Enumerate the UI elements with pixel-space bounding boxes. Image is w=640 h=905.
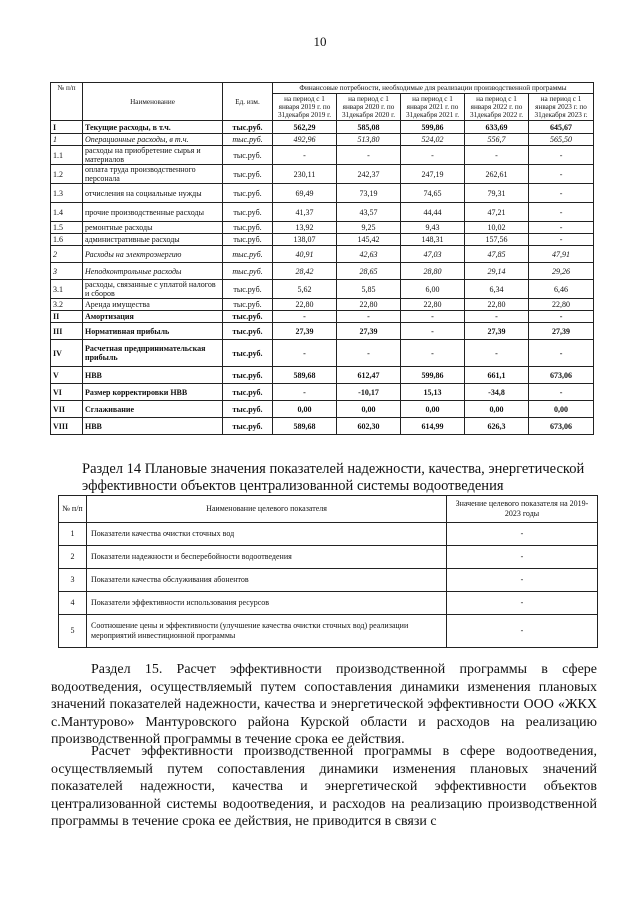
row-value: 262,61 [465, 165, 529, 184]
row-value: 230,11 [273, 165, 337, 184]
row-value: 6,46 [529, 280, 594, 299]
target-value: - [447, 569, 598, 592]
row-value: 0,00 [529, 401, 594, 418]
row-unit: тыс.руб. [223, 280, 273, 299]
row-value: 10,02 [465, 222, 529, 234]
table-row [59, 615, 598, 648]
header-unit: Ед. изм. [223, 83, 273, 121]
row-value: - [401, 146, 465, 165]
row-number: 2 [59, 546, 87, 569]
row-value: - [401, 323, 465, 340]
header-period: на период с 1 января 2020 г. по 31декабря 2020 г. [337, 94, 401, 121]
row-value: 5,62 [273, 280, 337, 299]
table-row [51, 340, 594, 367]
row-unit: тыс.руб. [223, 234, 273, 246]
row-unit: тыс.руб. [223, 401, 273, 418]
row-value: 42,63 [337, 246, 401, 263]
row-value: 22,80 [273, 299, 337, 311]
row-value: -34,8 [465, 384, 529, 401]
target-value: - [447, 592, 598, 615]
row-value: 626,3 [465, 418, 529, 435]
table-row [51, 323, 594, 340]
row-unit: тыс.руб. [223, 418, 273, 435]
row-value: - [529, 222, 594, 234]
row-value: 73,19 [337, 184, 401, 203]
row-value: 74,65 [401, 184, 465, 203]
row-value: 0,00 [465, 401, 529, 418]
row-number: 1.2 [51, 165, 83, 184]
row-value: 5,85 [337, 280, 401, 299]
row-value: 612,47 [337, 367, 401, 384]
row-number: VIII [51, 418, 83, 435]
table-row [51, 184, 594, 203]
row-value: 9,25 [337, 222, 401, 234]
row-name: ремонтные расходы [83, 222, 223, 234]
row-number: 3 [59, 569, 87, 592]
row-name: административные расходы [83, 234, 223, 246]
row-value: 148,31 [401, 234, 465, 246]
row-number: 1.6 [51, 234, 83, 246]
row-value: - [529, 184, 594, 203]
row-unit: тыс.руб. [223, 134, 273, 146]
row-value: 27,39 [337, 323, 401, 340]
row-number: 3.2 [51, 299, 83, 311]
header-num: № п/п [51, 83, 83, 121]
row-value: - [273, 384, 337, 401]
header-name: Наименование [83, 83, 223, 121]
row-value: - [465, 311, 529, 323]
header-num: № п/п [59, 496, 87, 523]
row-number: 4 [59, 592, 87, 615]
target-value: - [447, 523, 598, 546]
row-value: - [337, 311, 401, 323]
row-value: 0,00 [273, 401, 337, 418]
row-unit: тыс.руб. [223, 184, 273, 203]
row-unit: тыс.руб. [223, 146, 273, 165]
row-value: 41,37 [273, 203, 337, 222]
row-value: 589,68 [273, 418, 337, 435]
table-row [51, 418, 594, 435]
header-period: на период с 1 января 2019 г. по 31декабря 2019 г. [273, 94, 337, 121]
row-value: - [529, 234, 594, 246]
indicator-name: Показатели качества очистки сточных вод [87, 523, 447, 546]
row-value: 157,56 [465, 234, 529, 246]
row-number: 1.3 [51, 184, 83, 203]
table-row [59, 523, 598, 546]
table-row [51, 165, 594, 184]
row-value: 43,57 [337, 203, 401, 222]
table-row [51, 299, 594, 311]
table-row [51, 134, 594, 146]
row-name: Нормативная прибыль [83, 323, 223, 340]
row-value: 44,44 [401, 203, 465, 222]
row-value: 614,99 [401, 418, 465, 435]
row-value: 562,29 [273, 121, 337, 134]
row-value: 27,39 [273, 323, 337, 340]
table-row [59, 546, 598, 569]
row-name: Текущие расходы, в т.ч. [83, 121, 223, 134]
table-row [51, 280, 594, 299]
target-table-body [59, 523, 598, 648]
row-value: 673,06 [529, 367, 594, 384]
row-unit: тыс.руб. [223, 367, 273, 384]
row-unit: тыс.руб. [223, 203, 273, 222]
row-unit: тыс.руб. [223, 311, 273, 323]
row-value: 9,43 [401, 222, 465, 234]
row-value: 247,19 [401, 165, 465, 184]
row-value: 15,13 [401, 384, 465, 401]
row-name: Расчетная предпринимательская прибыль [83, 340, 223, 367]
row-value: - [529, 340, 594, 367]
header-indicator-name: Наименование целевого показателя [87, 496, 447, 523]
row-name: расходы на приобретение сырья и материалов [83, 146, 223, 165]
row-number: 1 [51, 134, 83, 146]
row-value: 673,06 [529, 418, 594, 435]
row-value: -10,17 [337, 384, 401, 401]
table-row [51, 384, 594, 401]
financial-table-body [51, 121, 594, 435]
row-value: 556,7 [465, 134, 529, 146]
row-value: - [529, 146, 594, 165]
table-row [51, 203, 594, 222]
row-value: 13,92 [273, 222, 337, 234]
row-number: IV [51, 340, 83, 367]
section-14-title: Раздел 14 Плановые значения показателей надежности, качества, энергетической эффективности объектов централизованной системы водоотведения [82, 461, 585, 494]
row-name: расходы, связанные с уплатой налогов и сборов [83, 280, 223, 299]
row-value: 47,85 [465, 246, 529, 263]
row-value: 645,67 [529, 121, 594, 134]
row-value: 27,39 [529, 323, 594, 340]
row-name: Амортизация [83, 311, 223, 323]
table-row [59, 592, 598, 615]
row-value: - [529, 384, 594, 401]
row-unit: тыс.руб. [223, 263, 273, 280]
table-row [59, 569, 598, 592]
row-number: VI [51, 384, 83, 401]
header-period: на период с 1 января 2021 г. по 31декабря 2021 г. [401, 94, 465, 121]
header-period: на период с 1 января 2022 г. по 31декабря 2022 г. [465, 94, 529, 121]
row-unit: тыс.руб. [223, 246, 273, 263]
row-value: 47,03 [401, 246, 465, 263]
row-name: НВВ [83, 418, 223, 435]
row-value: - [529, 311, 594, 323]
row-value: 138,07 [273, 234, 337, 246]
section-15-paragraph: Раздел 15. Расчет эффективности производственной программы в сфере водоотведения, осуществляемый путем сопоставления динамики изменения плановых значений показателей надежности, качества и энергетической эффективности ООО «ЖКХ с.Мантурово» Мантуровского района Курской области и расходов на реализацию производственной программы в течение срока ее действия. [51, 662, 597, 747]
row-name: Расходы на электроэнергию [83, 246, 223, 263]
header-period: на период с 1 января 2023 г. по 31декабря 2023 г. [529, 94, 594, 121]
row-value: 599,86 [401, 121, 465, 134]
row-name: Размер корректировки НВВ [83, 384, 223, 401]
row-value: 6,00 [401, 280, 465, 299]
row-name: Сглаживание [83, 401, 223, 418]
row-value: 22,80 [401, 299, 465, 311]
table-row [51, 222, 594, 234]
row-value: 524,02 [401, 134, 465, 146]
row-unit: тыс.руб. [223, 121, 273, 134]
row-name: оплата труда производственного персонала [83, 165, 223, 184]
row-number: 3 [51, 263, 83, 280]
row-value: - [401, 340, 465, 367]
row-value: 40,91 [273, 246, 337, 263]
row-value: 589,68 [273, 367, 337, 384]
row-number: VII [51, 401, 83, 418]
row-value: - [465, 340, 529, 367]
page-number: 10 [313, 34, 327, 49]
row-number: 3.1 [51, 280, 83, 299]
row-number: III [51, 323, 83, 340]
row-value: 492,96 [273, 134, 337, 146]
row-value: 633,69 [465, 121, 529, 134]
row-number: V [51, 367, 83, 384]
row-value: 565,50 [529, 134, 594, 146]
target-indicators-table [58, 495, 598, 648]
row-name: прочие производственные расходы [83, 203, 223, 222]
row-value: - [337, 146, 401, 165]
row-name: Аренда имущества [83, 299, 223, 311]
row-value: 0,00 [337, 401, 401, 418]
row-value: 27,39 [465, 323, 529, 340]
row-unit: тыс.руб. [223, 222, 273, 234]
row-name: отчисления на социальные нужды [83, 184, 223, 203]
row-value: 585,08 [337, 121, 401, 134]
row-name: НВВ [83, 367, 223, 384]
row-value: 29,14 [465, 263, 529, 280]
row-value: - [465, 146, 529, 165]
indicator-name: Показатели надежности и бесперебойности водоотведения [87, 546, 447, 569]
row-number: II [51, 311, 83, 323]
row-name: Неподконтрольные расходы [83, 263, 223, 280]
row-value: 47,21 [465, 203, 529, 222]
row-number: 5 [59, 615, 87, 648]
row-value: 22,80 [465, 299, 529, 311]
table-row [51, 401, 594, 418]
row-value: 28,80 [401, 263, 465, 280]
row-number: 1.1 [51, 146, 83, 165]
table-row [51, 121, 594, 134]
row-value: - [273, 311, 337, 323]
table-row [51, 263, 594, 280]
row-unit: тыс.руб. [223, 340, 273, 367]
table-row [51, 234, 594, 246]
row-value: 0,00 [401, 401, 465, 418]
row-value: - [273, 340, 337, 367]
row-number: I [51, 121, 83, 134]
header-group: Финансовые потребности, необходимые для реализации производственной программы [273, 83, 594, 94]
row-value: 28,65 [337, 263, 401, 280]
financial-needs-table [50, 82, 594, 435]
row-value: 602,30 [337, 418, 401, 435]
row-number: 1.4 [51, 203, 83, 222]
table-row [51, 311, 594, 323]
row-value: 69,49 [273, 184, 337, 203]
efficiency-paragraph: Расчет эффективности производственной программы в сфере водоотведения, осуществляемый путем сопоставления динамики изменения плановых значений показателей надежности, качества и энергетической эффективности объектов централизованной системы водоотведения, и расходов на реализацию производственной программы в течение срока ее действия, не приводится в связи с [51, 744, 597, 829]
row-value: 145,42 [337, 234, 401, 246]
row-unit: тыс.руб. [223, 299, 273, 311]
row-value: 599,86 [401, 367, 465, 384]
row-value: 6,34 [465, 280, 529, 299]
row-value: 22,80 [529, 299, 594, 311]
header-target-value: Значение целевого показателя на 2019-2023 годы [447, 496, 598, 523]
row-unit: тыс.руб. [223, 323, 273, 340]
row-value: 28,42 [273, 263, 337, 280]
target-value: - [447, 615, 598, 648]
indicator-name: Показатели эффективности использования ресурсов [87, 592, 447, 615]
row-value: 79,31 [465, 184, 529, 203]
row-value: - [401, 311, 465, 323]
row-unit: тыс.руб. [223, 384, 273, 401]
table-row [51, 367, 594, 384]
row-value: 29,26 [529, 263, 594, 280]
row-value: 47,91 [529, 246, 594, 263]
row-value: 513,80 [337, 134, 401, 146]
target-value: - [447, 546, 598, 569]
row-number: 1 [59, 523, 87, 546]
row-number: 2 [51, 246, 83, 263]
row-unit: тыс.руб. [223, 165, 273, 184]
row-name: Операционные расходы, в т.ч. [83, 134, 223, 146]
indicator-name: Соотношение цены и эффективности (улучшение качества очистки сточных вод) реализации мероприятий инвестиционной программы [87, 615, 447, 648]
row-value: - [273, 146, 337, 165]
row-value: 661,1 [465, 367, 529, 384]
row-number: 1.5 [51, 222, 83, 234]
row-value: - [529, 203, 594, 222]
table-row [51, 146, 594, 165]
row-value: 22,80 [337, 299, 401, 311]
indicator-name: Показатели качества обслуживания абонентов [87, 569, 447, 592]
row-value: - [529, 165, 594, 184]
row-value: - [337, 340, 401, 367]
row-value: 242,37 [337, 165, 401, 184]
table-row [51, 246, 594, 263]
